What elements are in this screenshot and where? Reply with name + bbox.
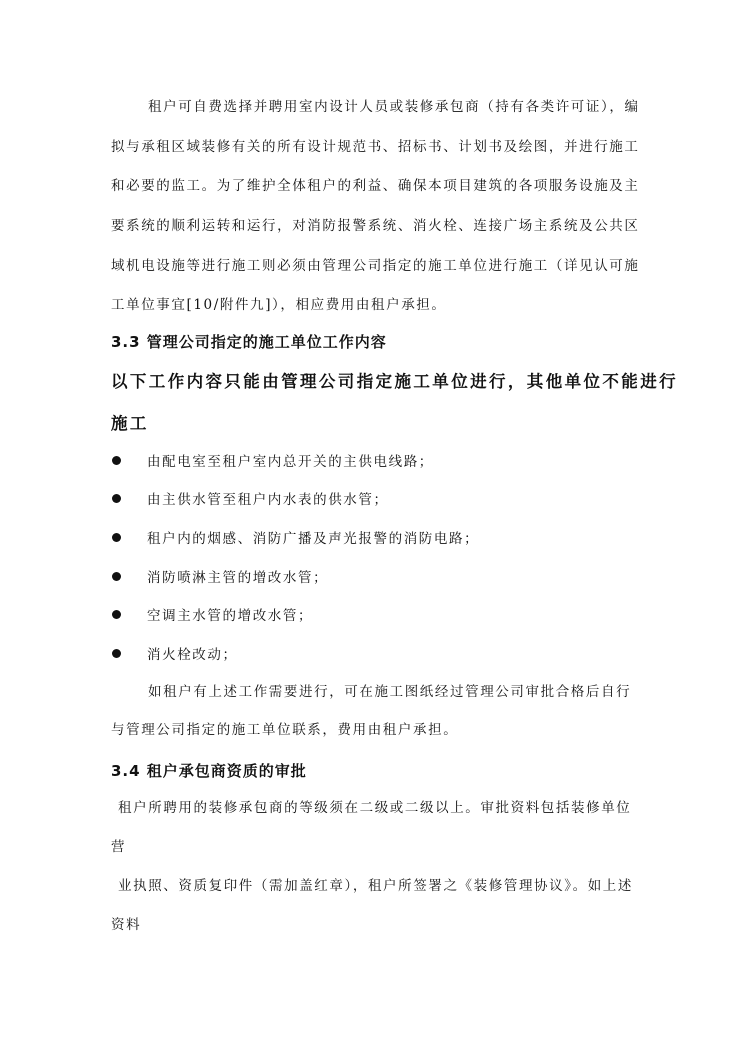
section-3-3-para-line-2: 与管理公司指定的施工单位联系，费用由租户承担。 (111, 722, 459, 738)
bullet-icon (112, 572, 121, 581)
intro-line-6: 工单位事宜[10/附件九]），相应费用由租户承担。 (111, 297, 447, 313)
list-item (111, 643, 635, 663)
bullet-icon (112, 494, 121, 503)
list-item-text: 消火栓改动； (147, 647, 238, 663)
section-3-4-line-3: 业执照、资质复印件（需加盖红章），租户所签署之《装修管理协议》。如上述 (118, 878, 633, 894)
list-item (111, 527, 635, 547)
intro-line-3: 和必要的监工。为了维护全体租户的利益、确保本项目建筑的各项服务设施及主 (111, 178, 640, 194)
intro-line-5: 域机电设施等进行施工则必须由管理公司指定的施工单位进行施工（详见认可施 (111, 258, 640, 274)
notice-line-2: 施工 (111, 414, 149, 433)
bullet-icon (112, 533, 121, 542)
list-item (111, 450, 635, 470)
section-3-3-para-line-1: 如租户有上述工作需要进行，可在施工图纸经过管理公司审批合格后自行 (148, 684, 632, 700)
section-3-4-heading: 3.4 租户承包商资质的审批 (111, 762, 307, 780)
section-3-4-line-4: 资料 (111, 917, 142, 933)
section-3-3-heading: 3.3 管理公司指定的施工单位工作内容 (111, 333, 387, 351)
notice-line-1: 以下工作内容只能由管理公司指定施工单位进行，其他单位不能进行 (111, 372, 678, 391)
list-item-text: 空调主水管的增改水管； (147, 608, 314, 624)
list-item (111, 604, 635, 624)
list-item-text: 消防喷淋主管的增改水管； (147, 570, 329, 586)
bullet-icon (112, 610, 121, 619)
section-3-4-line-2: 营 (111, 839, 127, 855)
intro-line-2: 拟与承租区域装修有关的所有设计规范书、招标书、计划书及绘图，并进行施工 (111, 139, 640, 155)
list-item-text: 由配电室至租户室内总开关的主供电线路； (147, 454, 434, 470)
intro-line-1: 租户可自费选择并聘用室内设计人员或装修承包商（持有各类许可证），编 (148, 99, 640, 115)
bullet-icon (112, 456, 121, 465)
list-item (111, 566, 635, 586)
section-3-4-line-1: 租户所聘用的装修承包商的等级须在二级或二级以上。审批资料包括装修单位 (118, 800, 632, 816)
list-item (111, 488, 635, 508)
list-item-text: 租户内的烟感、消防广播及声光报警的消防电路； (147, 531, 480, 547)
list-item-text: 由主供水管至租户内水表的供水管； (147, 492, 389, 508)
bullet-icon (112, 649, 121, 658)
intro-line-4: 要系统的顺利运转和运行，对消防报警系统、消火栓、连接广场主系统及公共区 (111, 218, 640, 234)
